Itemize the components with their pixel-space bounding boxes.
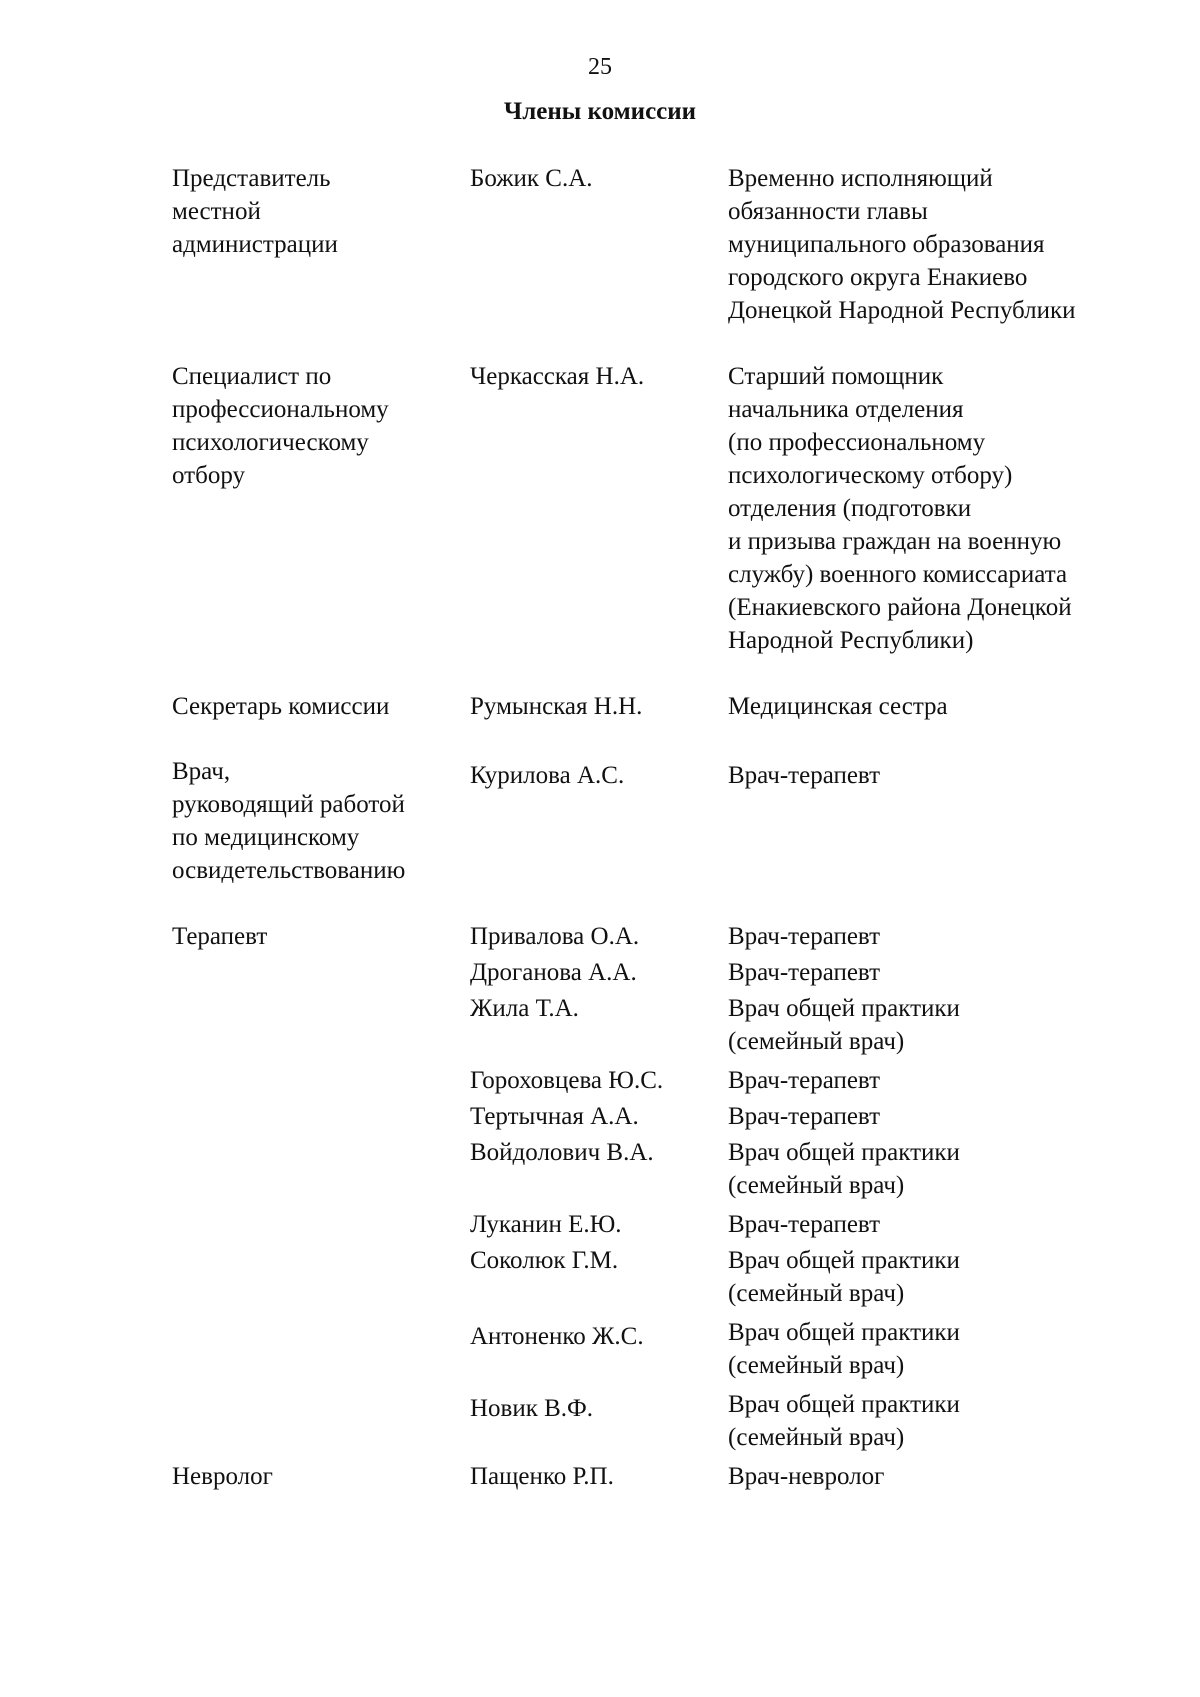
member-position: Врач общей практики (семейный врач) — [728, 1319, 960, 1379]
member-name: Курилова А.С. — [470, 762, 625, 789]
member-role: Представитель местной администрации — [172, 165, 338, 258]
member-position: Медицинская сестра — [728, 693, 948, 720]
member-name: Румынская Н.Н. — [470, 693, 643, 720]
member-role: Специалист по профессиональному психологическому отбору — [172, 363, 389, 489]
member-name: Божик С.А. — [470, 165, 593, 192]
member-position: Врач общей практики (семейный врач) — [728, 1139, 960, 1199]
member-position: Врач общей практики (семейный врач) — [728, 995, 960, 1055]
member-position: Старший помощник начальника отделения (по профессиональному психологическому отбору) отделения (подготовки и призыва граждан на военную службу) военного комиссариата (Енакиевского района Донецкой Народной Республики) — [728, 363, 1072, 654]
member-position: Врач-терапевт — [728, 923, 881, 950]
member-position: Врач-терапевт — [728, 959, 881, 986]
member-name: Жила Т.А. — [470, 995, 579, 1022]
commission-members-table — [172, 162, 1132, 1493]
member-row — [172, 690, 1132, 723]
member-name: Дроганова А.А. — [470, 959, 637, 986]
therapist-group — [172, 920, 1132, 1457]
list-item — [470, 1208, 1132, 1241]
member-position: Врач-терапевт — [728, 1211, 881, 1238]
member-name: Войдолович В.А. — [470, 1139, 654, 1166]
member-name: Новик В.Ф. — [470, 1395, 594, 1422]
member-name: Гороховцева Ю.С. — [470, 1067, 664, 1094]
list-item — [470, 1100, 1132, 1133]
list-item — [470, 920, 1132, 953]
member-name: Антоненко Ж.С. — [470, 1323, 644, 1350]
list-item — [470, 956, 1132, 989]
list-item — [470, 1136, 1132, 1202]
list-item — [470, 992, 1132, 1058]
member-role: Терапевт — [172, 923, 268, 950]
member-position: Врач-терапевт — [728, 1103, 881, 1130]
list-item — [470, 1244, 1132, 1310]
member-position: Врач общей практики (семейный врач) — [728, 1247, 960, 1307]
list-item — [470, 1388, 1132, 1454]
member-row — [172, 1460, 1132, 1493]
member-name: Пащенко Р.П. — [470, 1463, 614, 1490]
member-name: Черкасская Н.А. — [470, 363, 645, 390]
member-position: Врач-невролог — [728, 1463, 885, 1490]
member-row — [172, 755, 1132, 887]
member-name: Соколюк Г.М. — [470, 1247, 619, 1274]
member-position: Временно исполняющий обязанности главы муниципального образования городского округа Енакиево Донецкой Народной Республики — [728, 165, 1076, 324]
member-name: Привалова О.А. — [470, 923, 640, 950]
therapist-list — [470, 920, 1132, 1457]
list-item — [470, 1064, 1132, 1097]
member-position: Врач-терапевт — [728, 1067, 881, 1094]
member-name: Луканин Е.Ю. — [470, 1211, 622, 1238]
member-role: Невролог — [172, 1463, 273, 1490]
page-number: 25 — [588, 54, 612, 80]
list-item — [470, 1316, 1132, 1382]
member-role: Секретарь комиссии — [172, 693, 390, 720]
member-row — [172, 162, 1132, 327]
page-title: Члены комиссии — [503, 98, 697, 125]
member-name: Тертычная А.А. — [470, 1103, 639, 1130]
member-position: Врач общей практики (семейный врач) — [728, 1391, 960, 1451]
member-position: Врач-терапевт — [728, 762, 881, 789]
member-row — [172, 360, 1132, 657]
member-role: Врач, руководящий работой по медицинскому освидетельствованию — [172, 758, 406, 884]
